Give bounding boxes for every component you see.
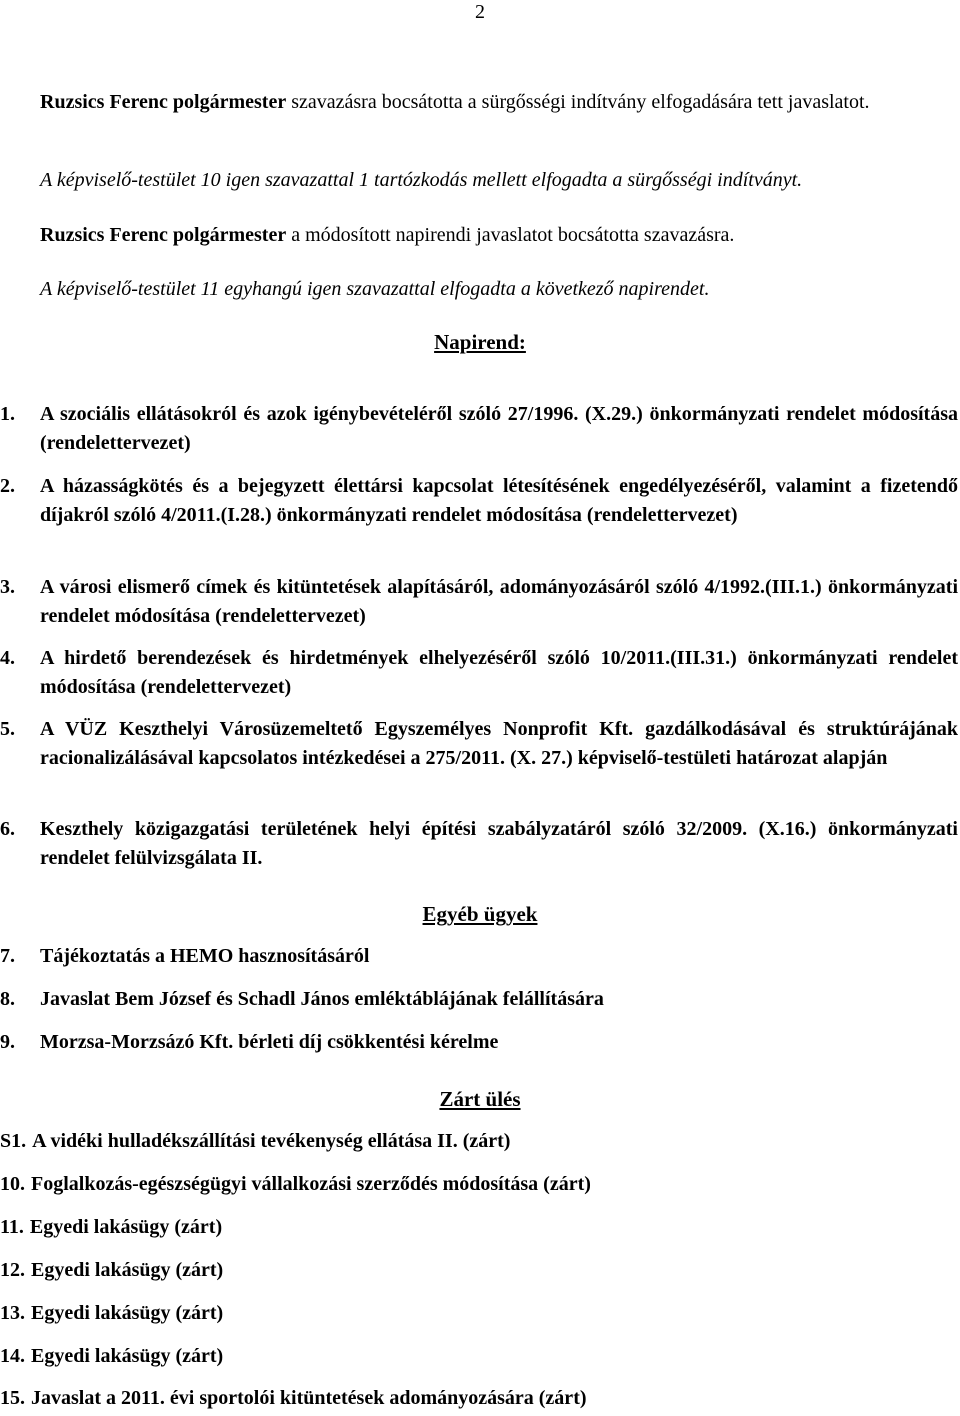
item-number: 9. [0, 1031, 15, 1053]
speaker-name: Ruzsics Ferenc polgármester [40, 91, 287, 113]
item-number: 13. [0, 1302, 25, 1324]
closed-item [0, 1342, 958, 1371]
paragraph-text: A képviselő-testület 11 egyhangú igen szavazattal elfogadta a következő napirendet. [40, 278, 710, 300]
item-text: A szociális ellátásokról és azok igénybevételéről szóló 27/1996. (X.29.) önkormányzati rendelet módosítása (rendelettervezet) [40, 403, 958, 454]
item-text: A házasságkötés és a bejegyzett élettársi kapcsolat létesítésének engedélyezéséről, valamint a fizetendő díjakról szóló 4/2011.(I.28.) önkormányzati rendelet módosítása (rendelettervezet) [40, 475, 958, 526]
page-number: 2 [475, 1, 485, 23]
item-text: A VÜZ Keszthelyi Városüzemeltető Egyszemélyes Nonprofit Kft. gazdálkodásával és struktúrájának racionalizálásával kapcsolatos intézkedései a 275/2011. (X. 27.) képviselő-testületi határozat alapján [40, 718, 958, 769]
agenda-item [0, 985, 958, 1014]
agenda-item [0, 644, 958, 702]
closed-session-heading: Zárt ülés [439, 1087, 521, 1111]
paragraph-text: a módosított napirendi javaslatot bocsátotta szavazásra. [286, 224, 735, 246]
other-matters-heading: Egyéb ügyek [422, 902, 538, 926]
closed-item [0, 1170, 958, 1199]
item-text: Egyedi lakásügy (zárt) [29, 1216, 223, 1238]
agenda-item [0, 942, 958, 971]
item-number: 6. [0, 818, 15, 840]
paragraph-vote-agenda [40, 221, 958, 250]
agenda-item [0, 573, 958, 631]
agenda-heading: Napirend: [434, 330, 526, 354]
closed-item [0, 1127, 958, 1156]
item-number: 5. [0, 718, 15, 740]
item-number: 7. [0, 945, 15, 967]
paragraph-agenda-result [40, 275, 958, 304]
paragraph-text: A képviselő-testület 10 igen szavazattal 1 tartózkodás mellett elfogadta a sürgősségi indítványt. [40, 169, 803, 191]
paragraph-text: szavazásra bocsátotta a sürgősségi indítvány elfogadására tett javaslatot. [286, 91, 870, 113]
item-text: A vidéki hulladékszállítási tevékenység ellátása II. (zárt) [32, 1130, 511, 1152]
item-text: Tájékoztatás a HEMO hasznosításáról [40, 945, 370, 967]
agenda-item [0, 815, 958, 873]
item-text: Foglalkozás-egészségügyi vállalkozási szerződés módosítása (zárt) [31, 1173, 591, 1195]
item-text: Morzsa-Morzsázó Kft. bérleti díj csökkentési kérelme [40, 1031, 499, 1053]
item-number: 12. [0, 1259, 25, 1281]
agenda-item [0, 400, 958, 458]
item-text: Javaslat a 2011. évi sportolói kitüntetések adományozására (zárt) [31, 1387, 587, 1409]
agenda-item [0, 472, 958, 530]
item-number: 2. [0, 475, 15, 497]
item-number: S1. [0, 1130, 27, 1152]
item-number: 10. [0, 1173, 25, 1195]
item-number: 4. [0, 647, 15, 669]
agenda-item [0, 1028, 958, 1057]
agenda-item [0, 715, 958, 773]
item-text: A hirdető berendezések és hirdetmények elhelyezéséről szóló 10/2011.(III.31.) önkormányzati rendelet módosítása (rendelettervezet) [40, 647, 958, 698]
item-text: Javaslat Bem József és Schadl János emléktáblájának felállítására [40, 988, 604, 1010]
closed-item [0, 1213, 958, 1242]
item-text: Keszthely közigazgatási területének helyi építési szabályzatáról szóló 32/2009. (X.16.) önkormányzati rendelet felülvizsgálata II. [40, 818, 958, 869]
closed-item [0, 1256, 958, 1285]
item-text: Egyedi lakásügy (zárt) [31, 1302, 224, 1324]
paragraph-urgency-result [40, 166, 958, 195]
paragraph-vote-urgency [40, 88, 958, 117]
item-number: 1. [0, 403, 15, 425]
item-text: A városi elismerő címek és kitüntetések alapításáról, adományozásáról szóló 4/1992.(III.1.) önkormányzati rendelet módosítása (rendelettervezet) [40, 576, 958, 627]
item-text: Egyedi lakásügy (zárt) [31, 1345, 224, 1367]
closed-item [0, 1384, 958, 1413]
item-number: 11. [0, 1216, 24, 1238]
item-number: 8. [0, 988, 15, 1010]
item-number: 3. [0, 576, 15, 598]
closed-item [0, 1299, 958, 1328]
item-number: 15. [0, 1387, 25, 1409]
item-text: Egyedi lakásügy (zárt) [31, 1259, 224, 1281]
item-number: 14. [0, 1345, 25, 1367]
speaker-name: Ruzsics Ferenc polgármester [40, 224, 287, 246]
